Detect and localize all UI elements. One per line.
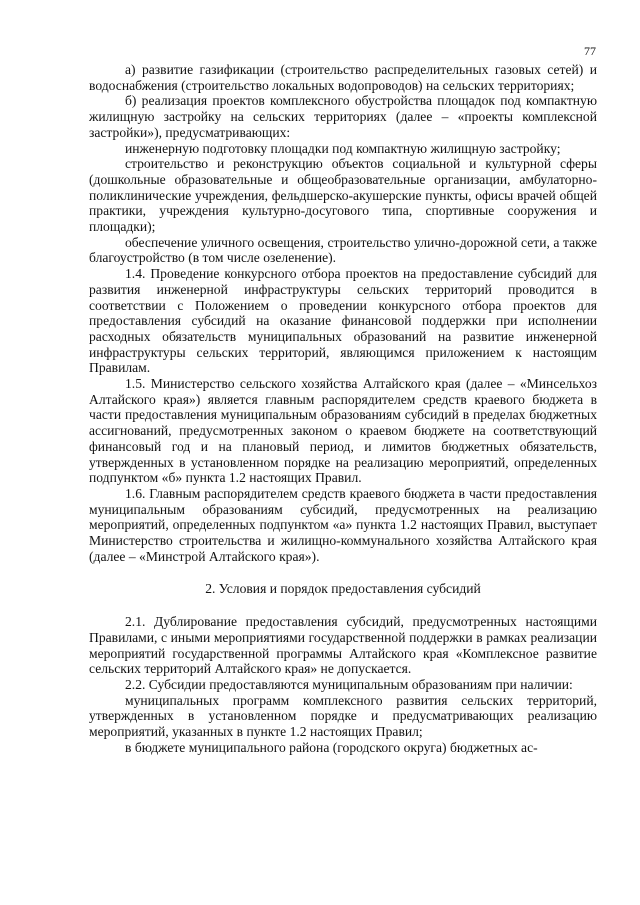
paragraph: а) развитие газификации (строительство распределительных газовых сетей) и водоснабжения (строительство локальных водопроводов) на сельских территориях; xyxy=(89,62,597,93)
paragraph: обеспечение уличного освещения, строительство улично-дорожной сети, а также благоустройство (в том числе озеленение). xyxy=(89,234,597,266)
paragraph: 2.2. Субсидии предоставляются муниципальным образованиям при наличии: xyxy=(125,677,573,693)
paragraph: муниципальных программ комплексного развития сельских территорий, утвержденных в установленном порядке и предусматривающих реализацию мероприятий, указанных в пункте 1.2 настоящих Правил; xyxy=(89,692,597,740)
paragraph: 1.4. Проведение конкурсного отбора проектов на предоставление субсидий для развития инженерной инфраструктуры сельских территорий проводится в соответствии с Положением о проведении конкурсного отбора проектов для предоставления субсидий на оказание финансовой поддержки при исполнении расходных обязательств муниципальных образований на развитие инженерной инфраструктуры сельских территорий, являющимся приложением к настоящим Правилам. xyxy=(89,266,597,376)
paragraph: в бюджете муниципального района (городского округа) бюджетных ас- xyxy=(125,739,538,755)
paragraph: 1.6. Главным распорядителем средств краевого бюджета в части предоставления муниципальным образованиям субсидий, предусмотренных на реализацию мероприятий, определенных подпунктом «а» пункта 1.2 настоящих Правил, выступает Министерство строительства и жилищно-коммунального хозяйства Алтайского края (далее – «Минстрой Алтайского края»). xyxy=(89,485,597,564)
section-heading: 2. Условия и порядок предоставления субсидий xyxy=(205,580,481,596)
paragraph: строительство и реконструкцию объектов социальной и культурной сферы (дошкольные образовательные и общеобразовательные организации, амбулаторно-поликлинические учреждения, фельдшерско-акушерские пункты, офисы врачей общей практики, учреждения культурно-досугового типа, спортивные сооружения и площадки); xyxy=(89,156,597,235)
paragraph: б) реализация проектов комплексного обустройства площадок под компактную жилищную застройку на сельских территориях (далее – «проекты комплексной застройки»), предусматривающих: xyxy=(89,93,597,140)
paragraph: инженерную подготовку площадки под компактную жилищную застройку; xyxy=(125,140,561,156)
page-number: 77 xyxy=(584,44,596,58)
paragraph: 2.1. Дублирование предоставления субсидий, предусмотренных настоящими Правилами, с иными мероприятиями государственной поддержки в рамках реализации мероприятий государственной программы Алтайского края «Комплексное развитие сельских территорий Алтайского края» не допускается. xyxy=(89,614,597,677)
document-body xyxy=(89,62,597,756)
paragraph: 1.5. Министерство сельского хозяйства Алтайского края (далее – «Минсельхоз Алтайского края») является главным распорядителем средств краевого бюджета в части предоставления муниципальным образованиям субсидий в пределах бюджетных ассигнований, предусмотренных законом о краевом бюджете на соответствующий финансовый год и на плановый период, и лимитов бюджетных обязательств, утвержденных в установленном порядке на реализацию мероприятий, определенных подпунктом «б» пункта 1.2 настоящих Правил. xyxy=(89,376,597,486)
